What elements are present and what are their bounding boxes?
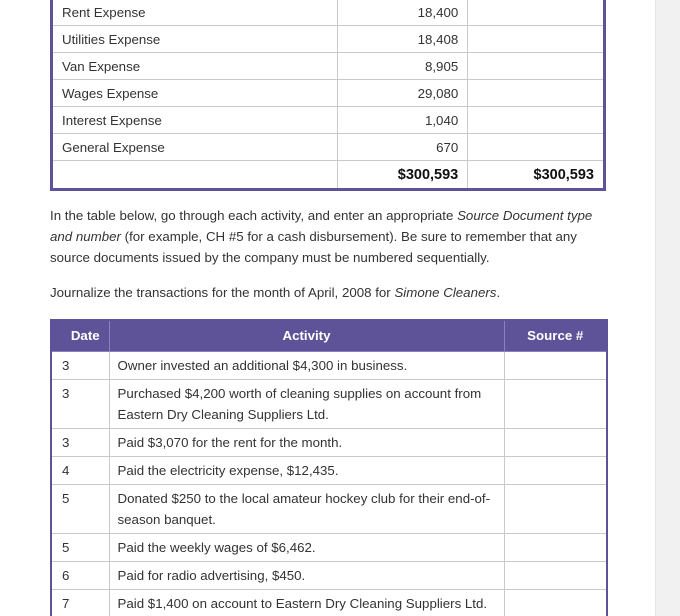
table-row bbox=[51, 428, 607, 456]
table-row bbox=[51, 456, 607, 484]
table-row bbox=[51, 351, 607, 379]
totals-label-cell bbox=[52, 161, 338, 190]
account-name: Interest Expense bbox=[52, 107, 338, 134]
table-row bbox=[52, 107, 605, 134]
date-cell: 3 bbox=[51, 379, 109, 428]
source-cell[interactable] bbox=[504, 561, 607, 589]
activity-cell: Owner invested an additional $4,300 in business. bbox=[109, 351, 504, 379]
instruction-text: In the table below, go through each activity, and enter an appropriate bbox=[50, 208, 458, 223]
date-cell: 4 bbox=[51, 456, 109, 484]
account-name: Rent Expense bbox=[52, 0, 338, 26]
table-row bbox=[52, 53, 605, 80]
date-cell: 5 bbox=[51, 533, 109, 561]
source-input[interactable] bbox=[513, 488, 599, 509]
source-input[interactable] bbox=[513, 460, 599, 481]
instruction-emphasis: Source Document type and number bbox=[50, 208, 593, 244]
debit-amount: 670 bbox=[337, 134, 468, 161]
table-row bbox=[51, 533, 607, 561]
source-input[interactable] bbox=[513, 432, 599, 453]
source-input[interactable] bbox=[513, 593, 599, 614]
date-header: Date bbox=[51, 320, 109, 351]
table-row bbox=[52, 134, 605, 161]
date-cell: 3 bbox=[51, 351, 109, 379]
table-row bbox=[51, 561, 607, 589]
table-row bbox=[51, 379, 607, 428]
activity-cell: Purchased $4,200 worth of cleaning supplies on account from Eastern Dry Cleaning Suppliers Ltd. bbox=[109, 379, 504, 428]
journal-table bbox=[50, 319, 608, 616]
company-name: Simone Cleaners bbox=[394, 285, 497, 300]
header-row bbox=[51, 320, 607, 351]
table-row bbox=[52, 26, 605, 53]
activity-cell: Paid the weekly wages of $6,462. bbox=[109, 533, 504, 561]
table-row bbox=[51, 589, 607, 616]
source-cell[interactable] bbox=[504, 456, 607, 484]
activity-cell: Paid $1,400 on account to Eastern Dry Cleaning Suppliers Ltd. bbox=[109, 589, 504, 616]
journalize-paragraph bbox=[50, 282, 610, 303]
source-header: Source # bbox=[504, 320, 607, 351]
account-name: General Expense bbox=[52, 134, 338, 161]
debit-amount: 1,040 bbox=[337, 107, 468, 134]
credit-amount bbox=[468, 107, 605, 134]
source-cell[interactable] bbox=[504, 533, 607, 561]
table-row bbox=[52, 80, 605, 107]
debit-amount: 29,080 bbox=[337, 80, 468, 107]
scrollbar-track[interactable] bbox=[655, 0, 680, 616]
source-cell[interactable] bbox=[504, 589, 607, 616]
date-cell: 7 bbox=[51, 589, 109, 616]
activity-header: Activity bbox=[109, 320, 504, 351]
trial-balance-table bbox=[50, 0, 606, 191]
date-cell: 5 bbox=[51, 484, 109, 533]
date-cell: 6 bbox=[51, 561, 109, 589]
table-row bbox=[52, 0, 605, 26]
total-debit: $300,593 bbox=[337, 161, 468, 190]
credit-amount bbox=[468, 26, 605, 53]
instruction-paragraph bbox=[50, 205, 610, 268]
source-input[interactable] bbox=[513, 355, 599, 376]
credit-amount bbox=[468, 53, 605, 80]
source-cell[interactable] bbox=[504, 351, 607, 379]
account-name: Van Expense bbox=[52, 53, 338, 80]
activity-cell: Paid $3,070 for the rent for the month. bbox=[109, 428, 504, 456]
credit-amount bbox=[468, 134, 605, 161]
debit-amount: 8,905 bbox=[337, 53, 468, 80]
table-row bbox=[51, 484, 607, 533]
credit-amount bbox=[468, 0, 605, 26]
activity-cell: Paid the electricity expense, $12,435. bbox=[109, 456, 504, 484]
source-cell[interactable] bbox=[504, 484, 607, 533]
source-input[interactable] bbox=[513, 537, 599, 558]
source-input[interactable] bbox=[513, 565, 599, 586]
debit-amount: 18,400 bbox=[337, 0, 468, 26]
account-name: Wages Expense bbox=[52, 80, 338, 107]
instruction-text: . bbox=[496, 285, 501, 300]
account-name: Utilities Expense bbox=[52, 26, 338, 53]
source-cell[interactable] bbox=[504, 428, 607, 456]
activity-cell: Donated $250 to the local amateur hockey club for their end-of-season banquet. bbox=[109, 484, 504, 533]
source-input[interactable] bbox=[513, 383, 599, 404]
instruction-text: Journalize the transactions for the month of April, 2008 for bbox=[50, 285, 395, 300]
activity-cell: Paid for radio advertising, $450. bbox=[109, 561, 504, 589]
credit-amount bbox=[468, 80, 605, 107]
totals-row bbox=[52, 161, 605, 190]
source-cell[interactable] bbox=[504, 379, 607, 428]
debit-amount: 18,408 bbox=[337, 26, 468, 53]
total-credit: $300,593 bbox=[468, 161, 605, 190]
instruction-text: (for example, CH #5 for a cash disbursement). Be sure to remember that any source documents issued by the company must be numbered sequentially. bbox=[50, 229, 577, 265]
date-cell: 3 bbox=[51, 428, 109, 456]
